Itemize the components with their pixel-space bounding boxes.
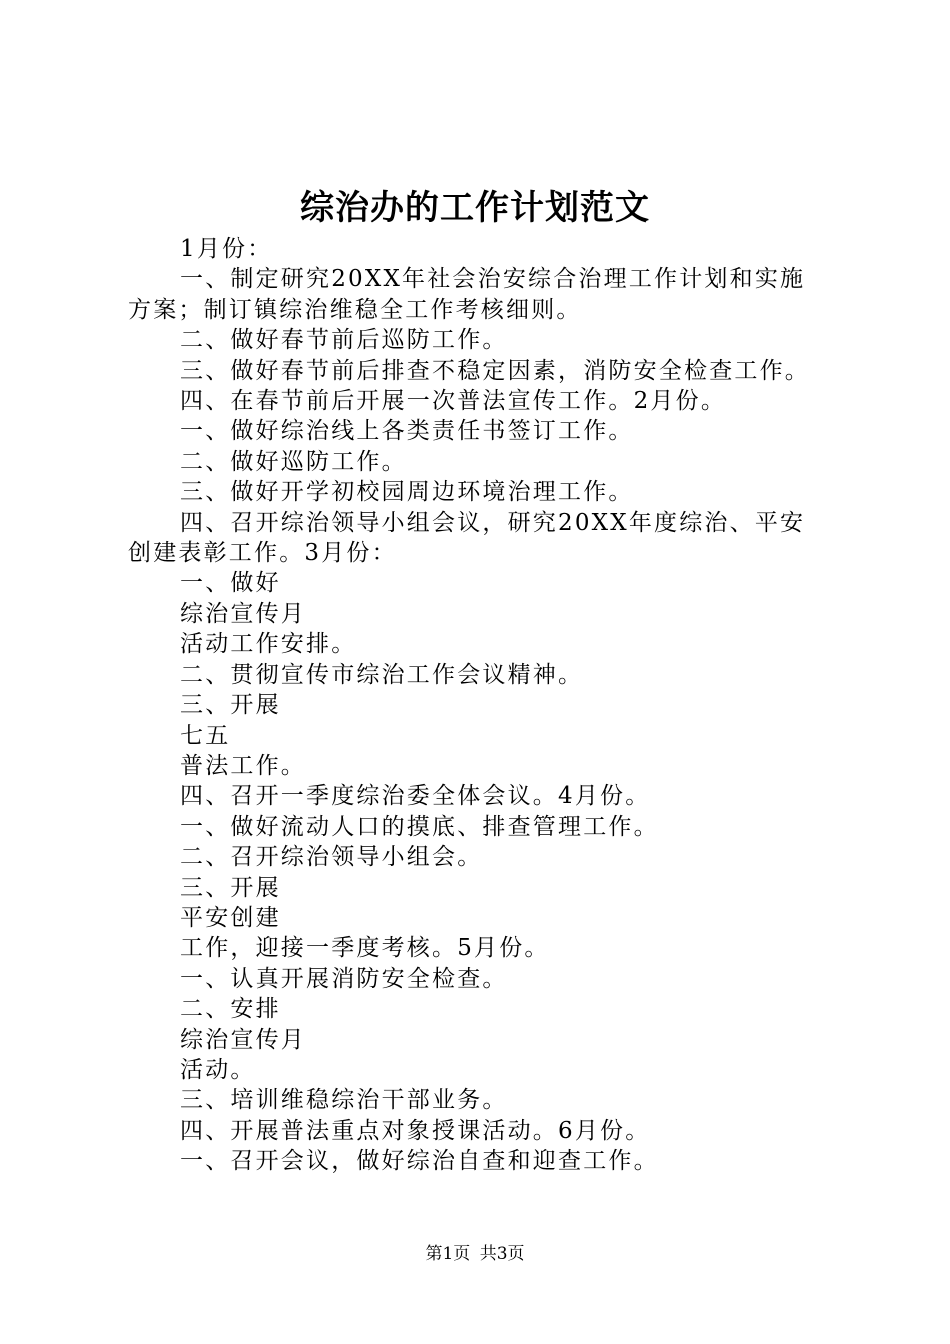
paragraph: 普法工作。 — [180, 752, 306, 779]
page-number-footer: 第1页 共3页 — [425, 1244, 525, 1264]
paragraph: 综治宣传月 — [180, 600, 306, 627]
paragraph: 三、做好春节前后排查不稳定因素，消防安全检查工作。 — [180, 357, 810, 384]
paragraph: 工作，迎接一季度考核。5月份。 — [180, 935, 550, 962]
paragraph: 七五 — [180, 722, 231, 749]
paragraph: 一、做好流动人口的摸底、排查管理工作。 — [180, 813, 659, 840]
paragraph: 二、召开综治领导小组会。 — [180, 844, 483, 871]
paragraph: 一、制定研究20XX年社会治安综合治理工作计划和实施方案；制订镇综治维稳全工作考核细则。 — [128, 266, 806, 323]
paragraph: 一、做好综治线上各类责任书签订工作。 — [180, 418, 634, 445]
paragraph: 活动工作安排。 — [180, 631, 357, 658]
document-body — [128, 234, 828, 1177]
paragraph: 二、做好巡防工作。 — [180, 448, 407, 475]
paragraph: 三、做好开学初校园周边环境治理工作。 — [180, 479, 634, 506]
paragraph: 1月份： — [180, 236, 273, 262]
paragraph: 三、开展 — [180, 692, 281, 719]
paragraph: 活动。 — [180, 1056, 256, 1083]
paragraph: 四、开展普法重点对象授课活动。6月份。 — [180, 1117, 651, 1144]
paragraph: 四、在春节前后开展一次普法宣传工作。2月份。 — [180, 388, 727, 415]
paragraph: 二、安排 — [180, 996, 281, 1023]
paragraph: 四、召开综治领导小组会议，研究20XX年度综治、平安创建表彰工作。3月份： — [128, 509, 806, 567]
paragraph: 一、做好 — [180, 570, 281, 597]
paragraph: 二、贯彻宣传市综治工作会议精神。 — [180, 661, 584, 688]
paragraph: 一、召开会议，做好综治自查和迎查工作。 — [180, 1148, 659, 1175]
paragraph: 三、培训维稳综治干部业务。 — [180, 1087, 508, 1114]
paragraph: 平安创建 — [180, 904, 281, 931]
paragraph: 一、认真开展消防安全检查。 — [180, 965, 508, 992]
paragraph: 二、做好春节前后巡防工作。 — [180, 327, 508, 354]
paragraph: 四、召开一季度综治委全体会议。4月份。 — [180, 783, 651, 810]
document-title: 综治办的工作计划范文 — [300, 188, 650, 228]
paragraph: 三、开展 — [180, 874, 281, 901]
paragraph: 综治宣传月 — [180, 1026, 306, 1053]
